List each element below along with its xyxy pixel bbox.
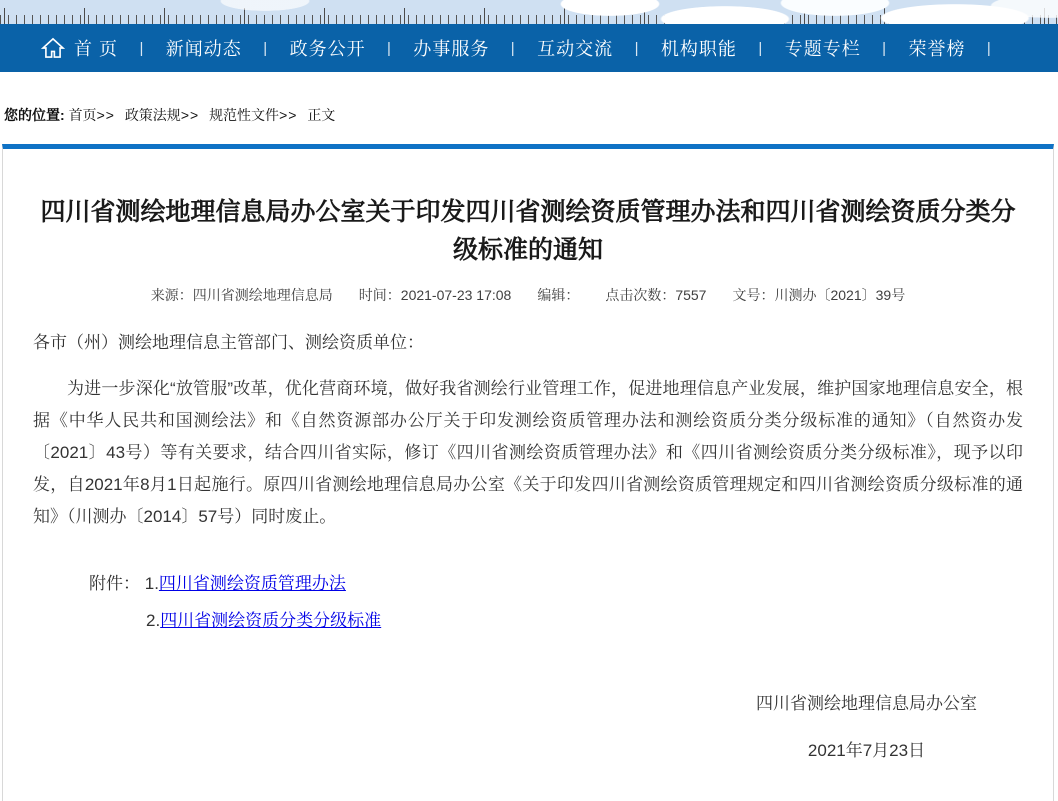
breadcrumb-home[interactable]: 首页	[68, 107, 97, 123]
breadcrumb-separator: >>	[180, 107, 200, 123]
breadcrumb-label: 您的位置:	[4, 107, 65, 123]
meta-clicks: 点击次数：7557	[605, 287, 707, 303]
signature-block	[33, 689, 1023, 761]
nav-item-gov-info[interactable]: 政务公开	[289, 39, 366, 59]
article-meta	[33, 285, 1023, 305]
ruler-banner-image	[0, 0, 1058, 24]
breadcrumb-current: 正文	[307, 107, 336, 123]
nav-separator: |	[986, 39, 992, 57]
breadcrumb-separator: >>	[279, 107, 298, 123]
nav-separator: |	[634, 39, 640, 57]
attachments	[33, 569, 1023, 631]
nav-separator: |	[510, 39, 516, 57]
article-salutation: 各市（州）测绘地理信息主管部门、测绘资质单位：	[33, 333, 424, 352]
article-title: 四川省测绘地理信息局办公室关于印发四川省测绘资质管理办法和四川省测绘资质分类分级标准的通知	[40, 198, 1016, 264]
attachment-row	[33, 569, 1023, 594]
nav-separator: |	[758, 39, 764, 57]
nav-item-special-topics[interactable]: 专题专栏	[784, 39, 861, 59]
nav-item-news[interactable]: 新闻动态	[165, 39, 242, 59]
meta-doc-number: 文号：川测办〔2021〕39号	[732, 287, 906, 303]
nav-item-home[interactable]: 首 页	[74, 39, 119, 59]
attachment-link-grading-standards[interactable]: 四川省测绘资质分类分级标准	[160, 611, 382, 630]
attachment-link-management-measures[interactable]: 四川省测绘资质管理办法	[158, 574, 346, 593]
article-box	[2, 144, 1054, 801]
nav-separator: |	[387, 39, 392, 57]
meta-editor: 编辑：	[537, 287, 580, 303]
breadcrumb-normative-docs[interactable]: 规范性文件	[209, 107, 280, 123]
nav-separator: |	[882, 39, 888, 57]
breadcrumb-separator: >>	[96, 107, 115, 123]
breadcrumb	[4, 105, 1058, 125]
attachment-row	[33, 606, 1023, 631]
signature-office: 四川省测绘地理信息局办公室	[756, 694, 977, 713]
nav-item-services[interactable]: 办事服务	[413, 39, 490, 59]
attachment-number: 1.	[144, 574, 159, 593]
nav-item-honors[interactable]: 荣誉榜	[908, 39, 966, 59]
signature-date: 2021年7月23日	[807, 741, 926, 760]
nav-separator: |	[263, 39, 269, 57]
attachment-number: 2.	[146, 611, 161, 630]
breadcrumb-policies[interactable]: 政策法规	[124, 107, 181, 123]
nav-item-functions[interactable]: 机构职能	[660, 39, 737, 59]
nav-item-interaction[interactable]: 互动交流	[537, 39, 614, 59]
article-body-paragraph: 为进一步深化“放管服”改革，优化营商环境，做好我省测绘行业管理工作，促进地理信息产业发展，维护国家地理信息安全，根据《中华人民共和国测绘法》和《自然资源部办公厅关于印发测绘资质管理办法和测绘资质分类分级标准的通知》（自然资办发〔2021〕43号）等有关要求，结合四川省实际，修订《四川省测绘资质管理办法》和《四川省测绘资质分类分级标准》，现予以印发，自2021年8月1日起施行。原四川省测绘地理信息局办公室《关于印发四川省测绘资质管理规定和四川省测绘资质分级标准的通知》（川测办〔2014〕57号）同时废止。	[33, 379, 1023, 526]
attachments-label: 附件：	[89, 574, 140, 593]
main-nav	[0, 24, 1058, 72]
nav-separator: |	[139, 39, 145, 57]
meta-time: 时间：2021-07-23 17:08	[358, 287, 512, 303]
meta-source: 来源：四川省测绘地理信息局	[150, 287, 333, 303]
home-icon	[42, 38, 64, 58]
